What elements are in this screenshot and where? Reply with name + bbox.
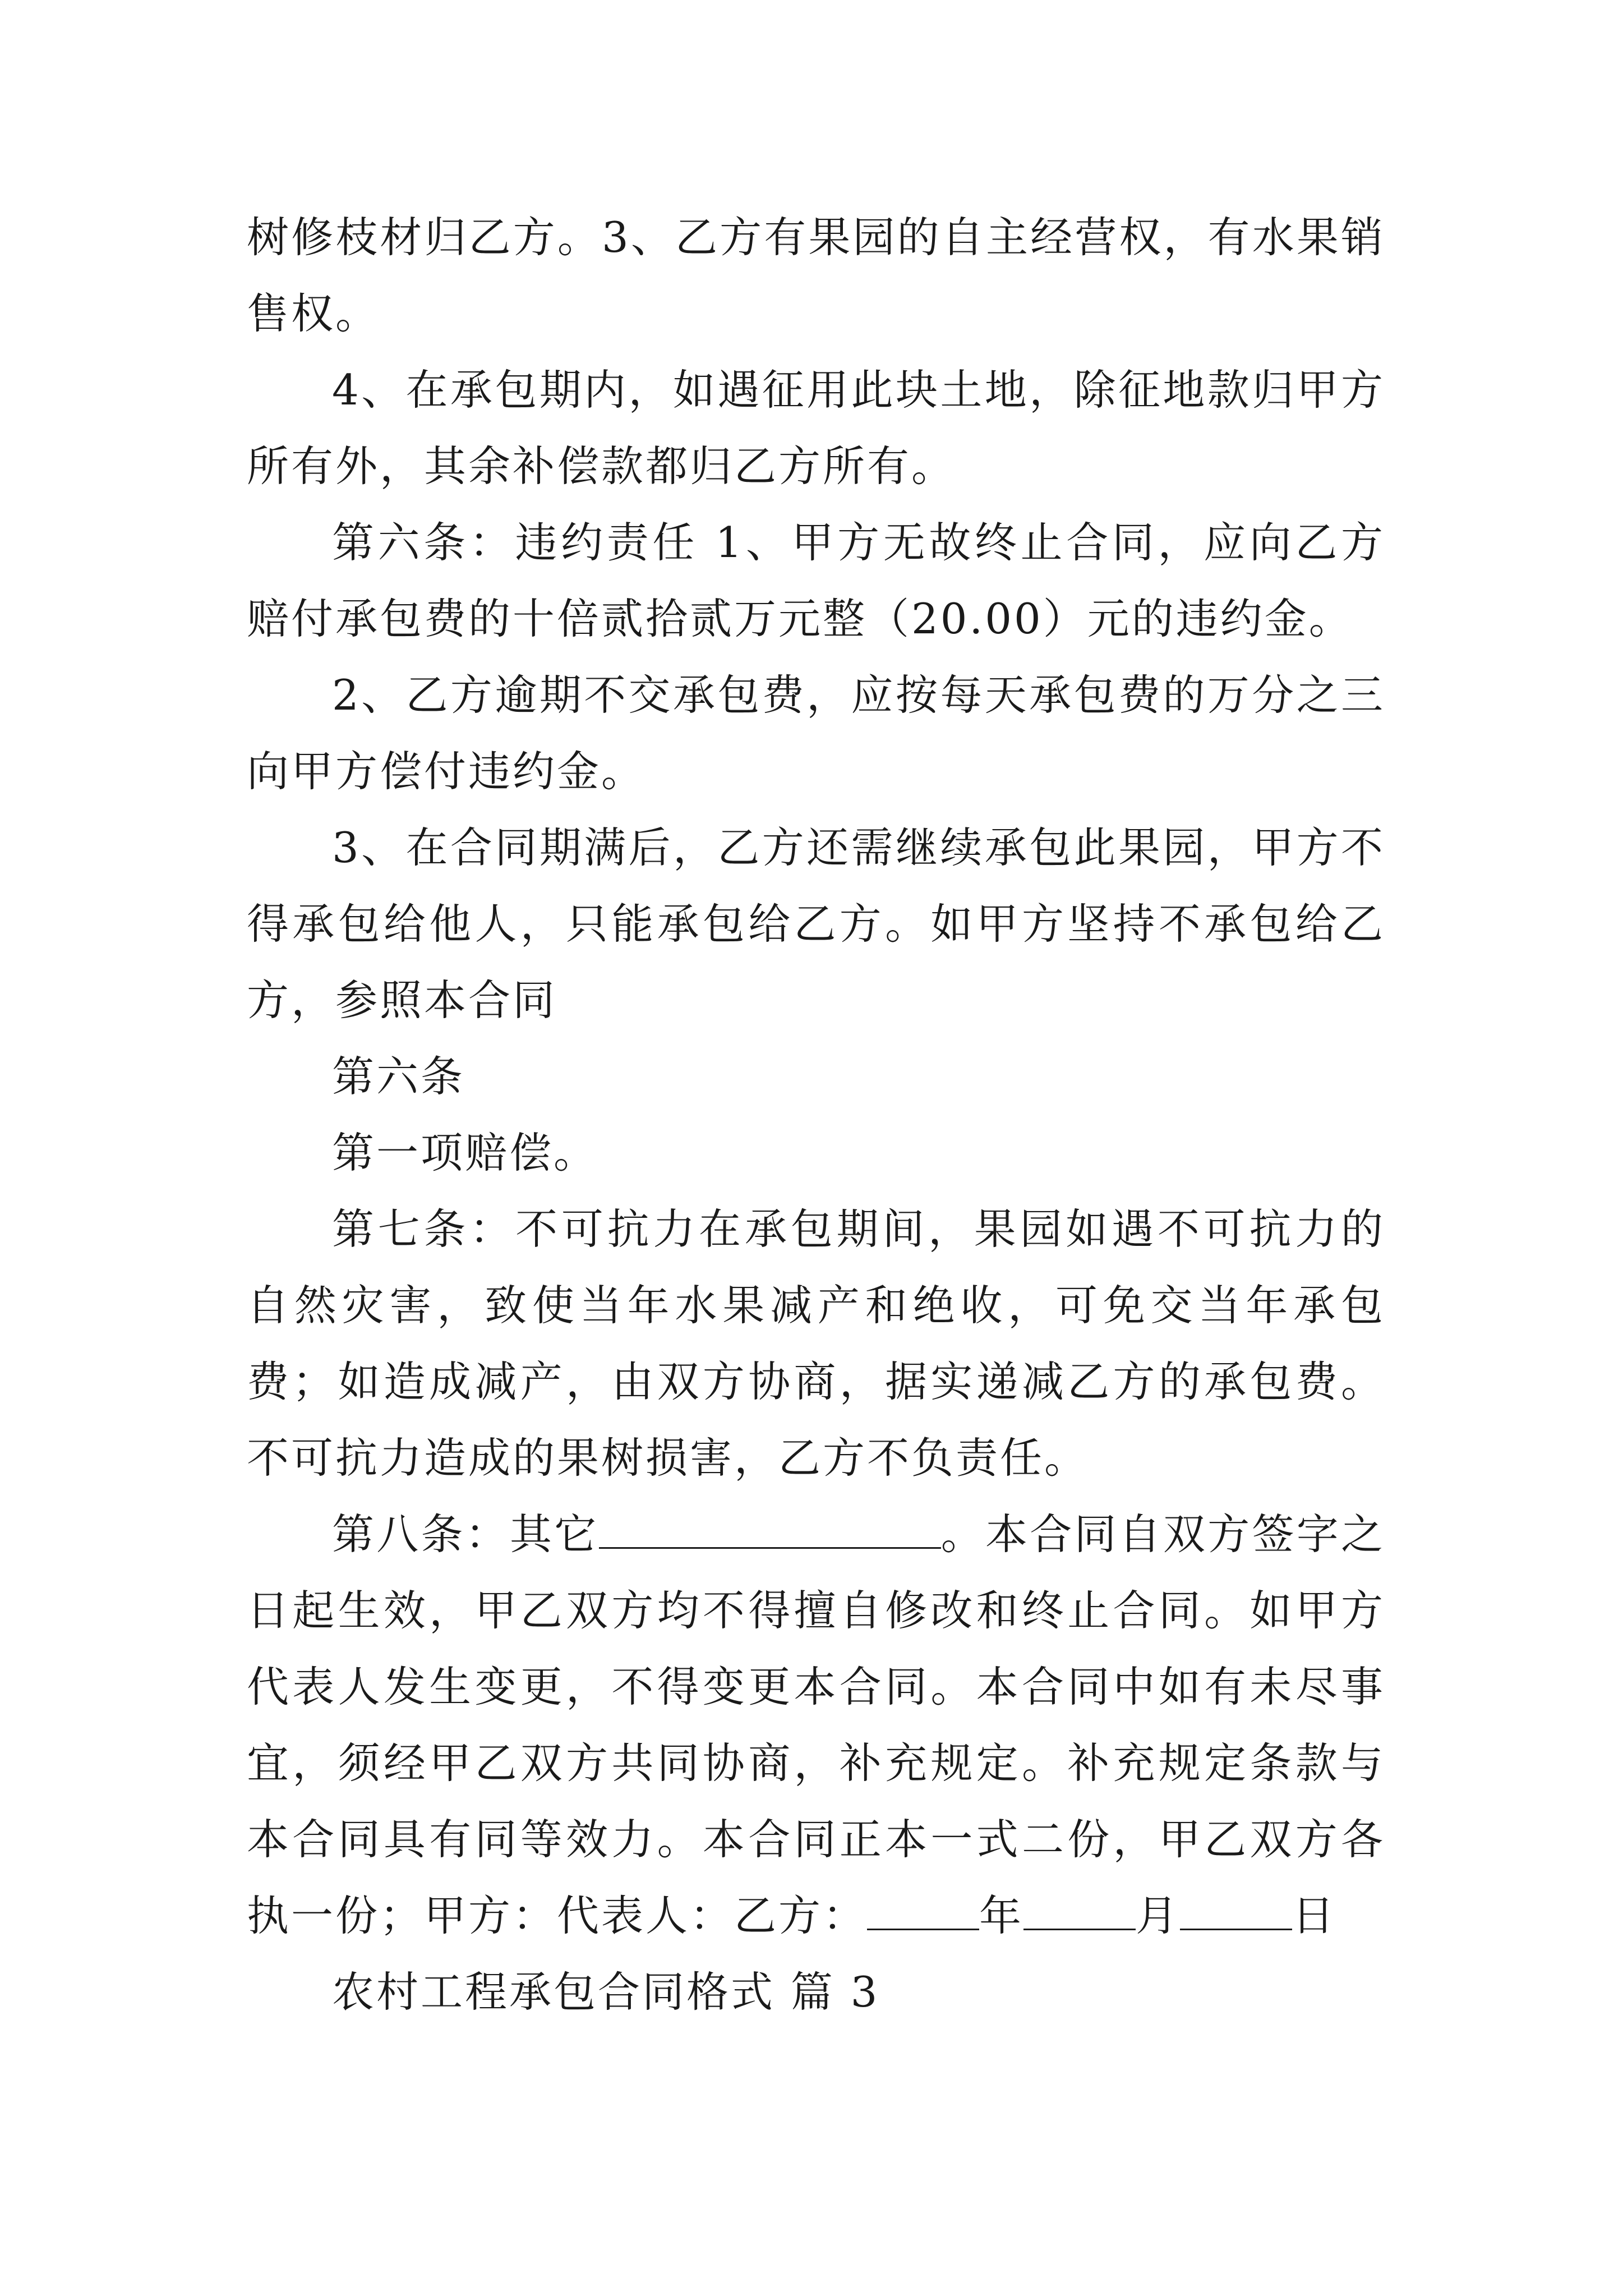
paragraph-6: 第六条: [332, 1052, 465, 1101]
paragraph-8: 第七条：不可抗力在承包期间，果园如遇不可抗力的自然灾害，致使当年水果减产和绝收，可免交当年承包费；如造成减产，由双方协商，据实递减乙方的承包费。不可抗力造成的果树损害，乙方不负责任。: [247, 1204, 1385, 1483]
blank-line-other: [599, 1512, 941, 1549]
article-8-prefix: 第八条：其它: [332, 1510, 599, 1559]
article-8-paragraph: [247, 1496, 1385, 1954]
document-page: [247, 199, 1385, 2030]
paragraph-1: 树修枝材归乙方。3、乙方有果园的自主经营权，有水果销售权。: [247, 213, 1385, 338]
paragraph-4: 2、乙方逾期不交承包费，应按每天承包费的万分之三向甲方偿付违约金。: [247, 670, 1385, 796]
blank-line-month: [1023, 1894, 1136, 1930]
year-label: 年: [979, 1891, 1024, 1940]
paragraph-2: 4、在承包期内，如遇征用此块土地，除征地款归甲方所有外，其余补偿款都归乙方所有。: [247, 365, 1385, 491]
paragraph-5: 3、在合同期满后，乙方还需继续承包此果园，甲方不得承包给他人，只能承包给乙方。如甲方坚持不承包给乙方，参照本合同: [247, 823, 1385, 1025]
month-label: 月: [1136, 1891, 1181, 1940]
blank-line-year: [867, 1894, 979, 1930]
paragraph-3: 第六条：违约责任 1、甲方无故终止合同，应向乙方赔付承包费的十倍贰拾贰万元整（20.00）元的违约金。: [247, 518, 1385, 643]
section-heading: 农村工程承包合同格式 篇 3: [332, 1967, 880, 2017]
paragraph-7: 第一项赔偿。: [332, 1128, 598, 1177]
day-label: 日: [1292, 1891, 1337, 1940]
blank-line-day: [1180, 1894, 1292, 1930]
article-8-body: 。本合同自双方签字之日起生效，甲乙双方均不得擅自修改和终止合同。如甲方代表人发生变更，不得变更本合同。本合同中如有未尽事宜，须经甲乙双方共同协商，补充规定。补充规定条款与本合同具有同等效力。本合同正本一式二份，甲乙双方各执一份；甲方：代表人：乙方：: [247, 1510, 1385, 1940]
